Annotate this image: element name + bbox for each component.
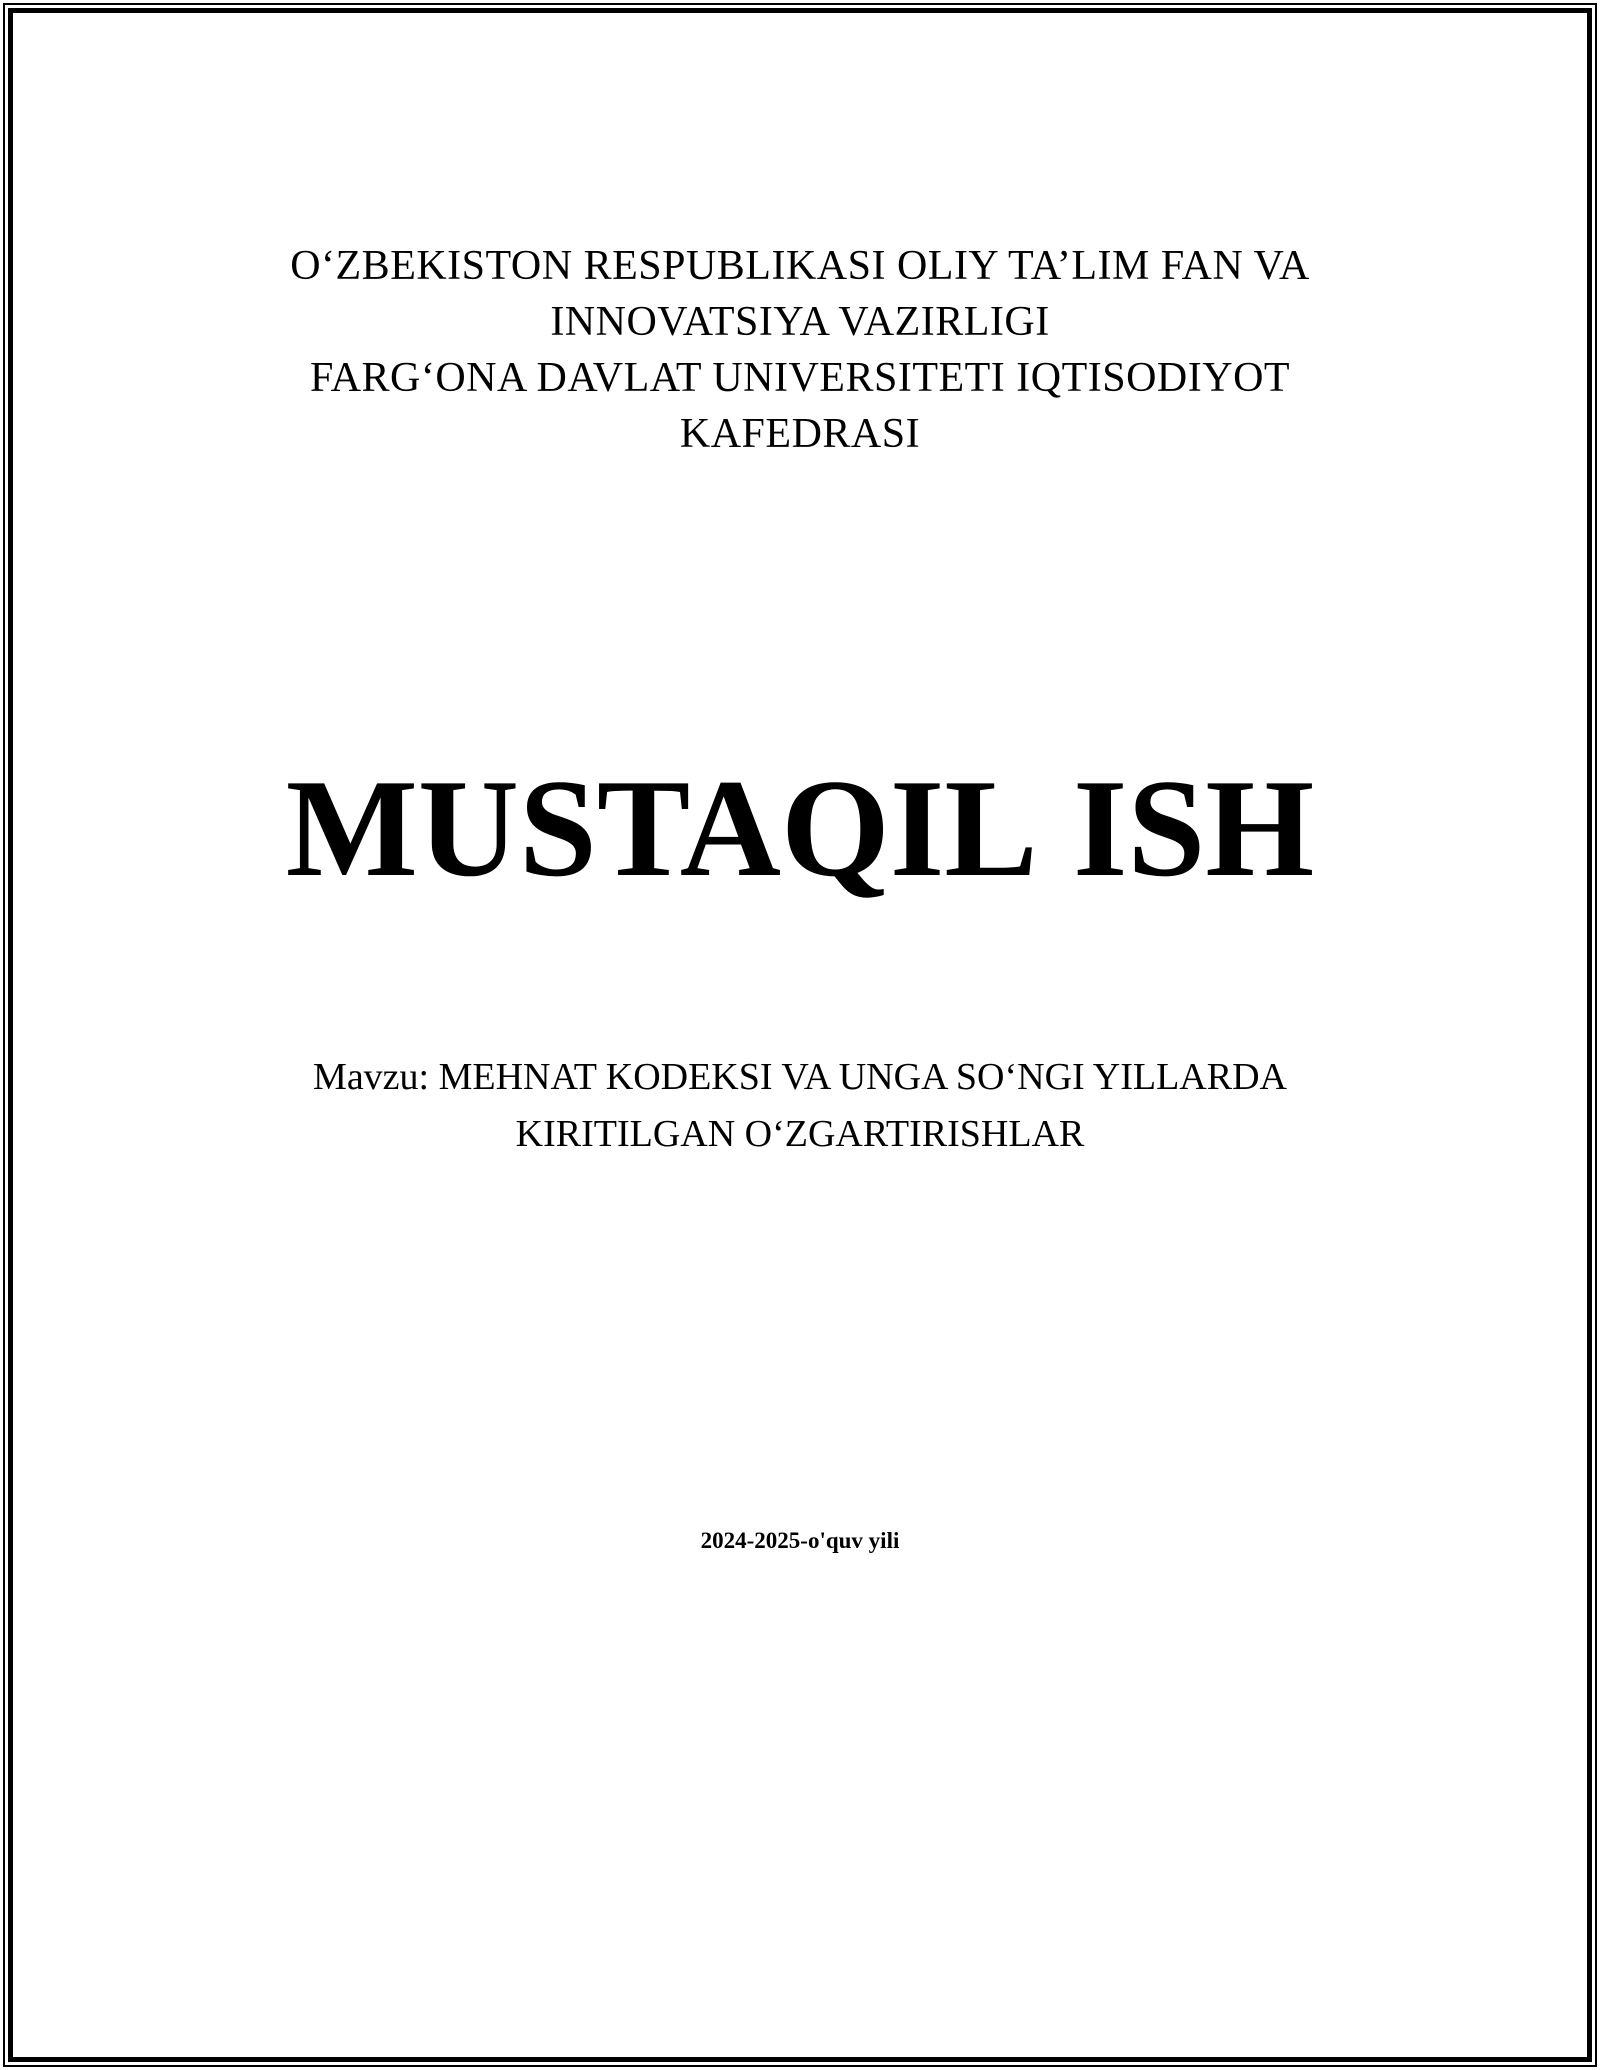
topic-line-1: Mavzu: MEHNAT KODEKSI VA UNGA SO‘NGI YILLARDA [313,1056,1287,1098]
ministry-header [0,238,1600,462]
header-line-4: KAFEDRASI [679,411,921,457]
topic-block [0,1049,1600,1163]
topic-line-2: KIRITILGAN O‘ZGARTIRISHLAR [515,1113,1085,1155]
document-title: MUSTAQIL ISH [285,751,1315,906]
header-line-3: FARG‘ONA DAVLAT UNIVERSITETI IQTISODIYOT [309,355,1291,401]
header-line-1: O‘ZBEKISTON RESPUBLIKASI OLIY TA’LIM FAN VA [290,243,1310,289]
academic-year: 2024-2025-o'quv yili [700,1528,900,1553]
header-line-2: INNOVATSIYA VAZIRLIGI [550,299,1050,345]
